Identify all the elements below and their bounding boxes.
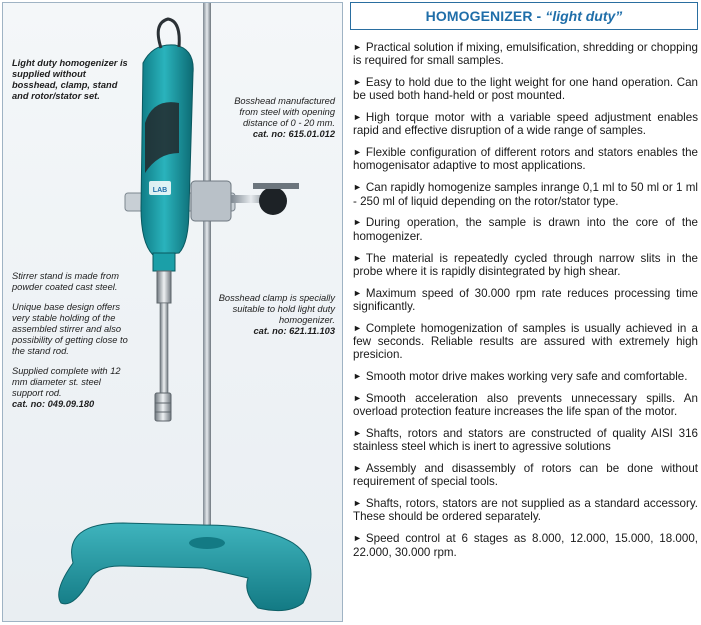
feature-item: ► Smooth acceleration also prevents unnecessary spills. An overload protection feature increases the life span of the motor. <box>353 391 698 419</box>
caption-stand <box>12 271 128 410</box>
triangle-right-icon: ► <box>353 42 362 52</box>
stand-rod <box>203 3 211 548</box>
triangle-right-icon: ► <box>353 112 362 123</box>
triangle-right-icon: ► <box>353 533 362 544</box>
caption-bosshead-catno: cat. no: 615.01.012 <box>252 129 335 139</box>
triangle-right-icon: ► <box>353 252 362 263</box>
feature-item: ► Shafts, rotors, stators are not supplied as a standard accessory. These should be ordered separately. <box>353 497 698 524</box>
feature-item: ► High torque motor with a variable speed adjustment enables rapid and effective disruption of a wide range of samples. <box>353 111 698 138</box>
caption-bosshead <box>215 96 335 140</box>
feature-item: ► Maximum speed of 30.000 rpm rate reduces processing time significantly. <box>353 286 698 313</box>
rotor-stator-head <box>155 393 171 421</box>
triangle-right-icon: ► <box>353 217 362 228</box>
feature-item: ► Can rapidly homogenize samples inrange 0,1 ml to 50 ml or 1 ml - 250 ml of liquid depending on the rotor/stator type. <box>353 181 698 208</box>
feature-item: ► Complete homogenization of samples is usually achieved in a few seconds. Reliable results are assured with extremely high presicion. <box>353 321 698 362</box>
triangle-right-icon: ► <box>353 371 362 382</box>
caption-clamp-text: Bosshead clamp is specially suitable to hold light duty homogenizer. <box>218 293 335 325</box>
triangle-right-icon: ► <box>353 498 362 509</box>
feature-text-panel <box>350 2 698 622</box>
caption-stand-material: Stirrer stand is made from powder coated cast steel. <box>12 271 119 292</box>
caption-clamp <box>211 293 335 337</box>
caption-clamp-catno: cat. no: 621.11.103 <box>253 326 335 336</box>
feature-item: ► The material is repeatedly cycled through narrow slits in the probe where it is rapidly disintegrated by high shear. <box>353 251 698 278</box>
caption-product-intro: Light duty homogenizer is supplied without bosshead, clamp, stand and rotor/stator set. <box>12 58 128 101</box>
triangle-right-icon: ► <box>353 392 362 403</box>
triangle-right-icon: ► <box>353 463 362 474</box>
caption-stand-design: Unique base design offers very stable holding of the assembled stirrer and also possibility of getting close to the stand rod. <box>12 302 128 356</box>
triangle-right-icon: ► <box>353 287 362 298</box>
product-photo-panel <box>2 2 343 622</box>
heading-title: HOMOGENIZER - <box>425 8 542 24</box>
feature-item: ► Smooth motor drive makes working very safe and comfortable. <box>353 370 688 384</box>
triangle-right-icon: ► <box>353 428 362 439</box>
feature-item: ► Assembly and disassembly of rotors can be done without requirement of special tools. <box>353 462 698 489</box>
triangle-right-icon: ► <box>353 77 362 88</box>
triangle-right-icon: ► <box>353 322 362 333</box>
product-label: LAB <box>152 187 168 194</box>
bosshead-knob <box>259 187 287 215</box>
feature-item: ► Flexible configuration of different rotors and stators enables the homogenisator adaptive to most applications. <box>353 146 698 173</box>
triangle-right-icon: ► <box>353 182 362 193</box>
feature-item: ► Easy to hold due to the light weight for one hand operation. Can be used both hand-held or post mounted. <box>353 76 698 103</box>
feature-item: ► Speed control at 6 stages as 8.000, 12.000, 15.000, 18.000, 22.000, 30.000 rpm. <box>353 532 698 559</box>
feature-item: ► During operation, the sample is drawn into the core of the homogenizer. <box>353 216 698 243</box>
caption-bosshead-text: Bosshead manufactured from steel with opening distance of 0 - 20 mm. <box>234 96 335 128</box>
triangle-right-icon: ► <box>353 147 362 158</box>
feature-item: ► Shafts, rotors and stators are constructed of quality AISI 316 stainless steel which is inert to agressive solutions <box>353 427 698 454</box>
caption-stand-catno: cat. no: 049.09.180 <box>12 399 95 409</box>
stand-base <box>59 523 311 611</box>
hanging-hook <box>158 19 179 48</box>
caption-stand-rod: Supplied complete with 12 mm diameter st. steel support rod. <box>12 366 121 398</box>
feature-item: ► Practical solution if mixing, emulsification, shredding or chopping is required for small samples. <box>353 41 698 68</box>
feature-list <box>353 41 698 567</box>
section-heading <box>350 2 698 30</box>
heading-subtitle: “light duty” <box>545 8 623 24</box>
